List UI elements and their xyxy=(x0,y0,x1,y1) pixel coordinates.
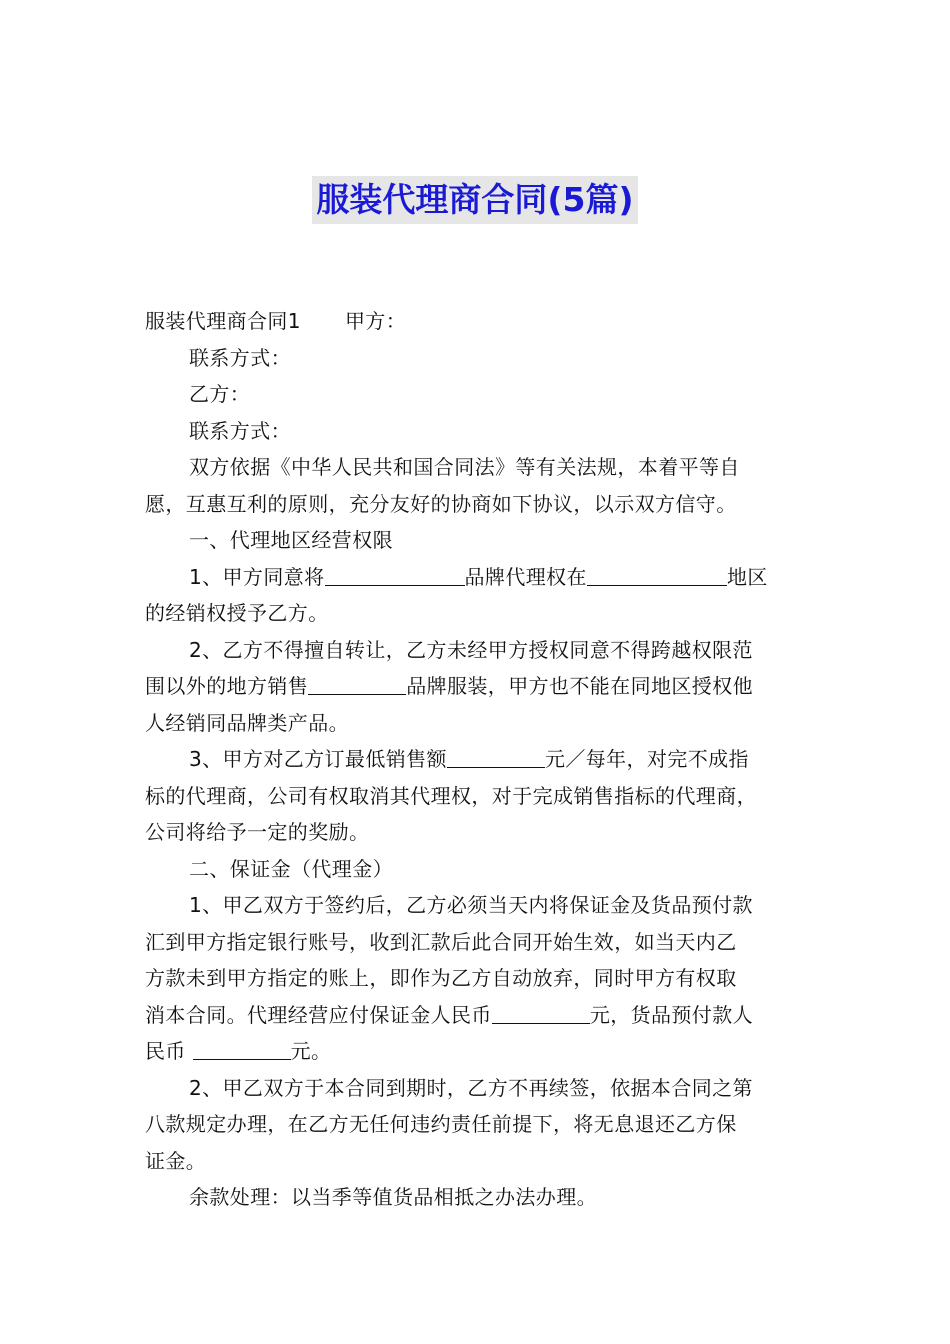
text-segment: 民币 xyxy=(145,1039,193,1063)
contract-number: 服装代理商合同1 xyxy=(145,309,301,333)
paragraph-line: 人经销同品牌类产品。 xyxy=(145,710,349,735)
text-segment: 元，货品预付款人 xyxy=(589,1002,754,1027)
fill-in-blank xyxy=(193,1037,291,1060)
text-segment: 3、甲方对乙方订最低销售额 xyxy=(189,747,447,771)
fill-in-blank xyxy=(325,563,465,586)
paragraph-line: 联系方式： xyxy=(189,345,291,370)
paragraph-line: 证金。 xyxy=(145,1148,207,1173)
contract-body xyxy=(145,303,825,1216)
paragraph-line: 2、乙方不得擅自转让，乙方未经甲方授权同意不得跨越权限范 xyxy=(189,637,753,662)
text-segment: 品牌代理权在 xyxy=(464,564,587,589)
paragraph-line: 余款处理：以当季等值货品相抵之办法办理。 xyxy=(189,1185,597,1209)
paragraph-line: 的经销权授予乙方。 xyxy=(145,601,329,625)
section-heading: 一、代理地区经营权限 xyxy=(189,528,393,552)
paragraph-line: 1、甲乙双方于签约后，乙方必须当天内将保证金及货品预付款 xyxy=(189,893,753,917)
paragraph-line xyxy=(145,741,825,778)
contract-heading-line xyxy=(145,303,825,340)
fill-in-blank xyxy=(492,1001,590,1024)
paragraph-line: 联系方式： xyxy=(189,418,291,443)
fill-in-blank xyxy=(587,563,727,586)
paragraph-line: 双方依据《中华人民共和国合同法》等有关法规，本着平等自 xyxy=(189,455,740,479)
text-segment: 围以外的地方销售 xyxy=(145,674,309,698)
text-segment: 消本合同。代理经营应付保证金人民币 xyxy=(145,1002,492,1027)
fill-in-blank xyxy=(447,745,545,768)
section-heading: 二、保证金（代理金） xyxy=(189,856,393,881)
document-title-text: 服装代理商合同(5篇) xyxy=(312,176,637,224)
paragraph-line xyxy=(145,997,825,1034)
text-segment: 1、甲方同意将 xyxy=(189,564,325,589)
paragraph-line: 标的代理商，公司有权取消其代理权，对于完成销售指标的代理商， xyxy=(145,783,757,808)
text-segment: 元／每年，对完不成指 xyxy=(544,747,749,771)
paragraph-line xyxy=(145,668,825,705)
text-segment: 元。 xyxy=(290,1039,332,1063)
text-segment: 品牌服装，甲方也不能在同地区授权他 xyxy=(406,674,754,698)
paragraph-line: 方款未到甲方指定的账上，即作为乙方自动放弃，同时甲方有权取 xyxy=(145,966,737,990)
paragraph-line: 公司将给予一定的奖励。 xyxy=(145,820,370,844)
party-a-label: 甲方： xyxy=(344,309,407,333)
fill-in-blank xyxy=(308,672,406,695)
paragraph-line: 愿，互惠互利的原则，充分友好的协商如下协议，以示双方信守。 xyxy=(145,491,737,516)
text-segment: 地区 xyxy=(726,564,768,589)
paragraph-line: 2、甲乙双方于本合同到期时，乙方不再续签，依据本合同之第 xyxy=(189,1075,753,1100)
paragraph-line: 八款规定办理，在乙方无任何违约责任前提下，将无息退还乙方保 xyxy=(145,1112,737,1136)
paragraph-line: 汇到甲方指定银行账号，收到汇款后此合同开始生效，如当天内乙 xyxy=(145,929,737,954)
document-title xyxy=(0,176,950,224)
paragraph-line xyxy=(145,559,825,596)
paragraph-line xyxy=(145,1033,825,1070)
paragraph-line: 乙方： xyxy=(189,382,251,406)
